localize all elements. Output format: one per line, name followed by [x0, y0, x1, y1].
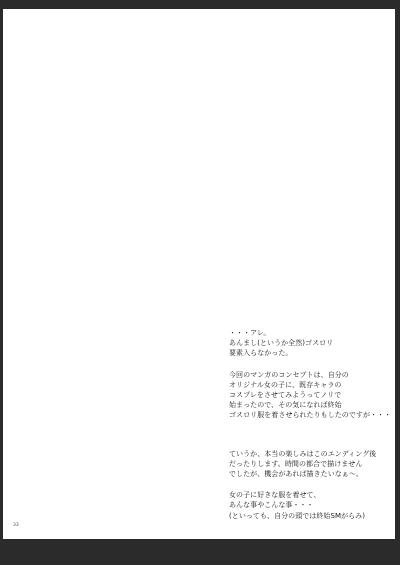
text-line: コスプレをさせてみようってノリで	[229, 391, 342, 400]
paragraph-1	[229, 328, 397, 359]
text-line: 今回のマンガのコンセプトは、自分の	[229, 370, 349, 379]
text-line: (といっても、自分の頭では終始SMがらみ)	[229, 511, 365, 520]
text-line: ・・・アレ。	[229, 329, 271, 337]
page-sheet	[3, 9, 395, 539]
afterword-text	[229, 328, 397, 521]
text-line: 始まったので、その気になれば終始	[229, 401, 342, 410]
text-line: でしたが、機会があれば描きたいなぁ～。	[229, 470, 363, 479]
text-line: ゴスロリ服を着させられたりもしたのですが・・・	[229, 411, 392, 420]
paragraph-3	[229, 449, 397, 480]
text-line: だったりします。時間の都合で描けません	[229, 459, 363, 468]
page-number: 33	[13, 523, 19, 528]
text-line: あんまし(というか全然)ゴスロリ	[229, 339, 334, 348]
text-line: 要素入らなかった。	[229, 349, 293, 358]
paragraph-2	[229, 370, 397, 421]
text-line: あんな事やこんな事・・・	[229, 501, 314, 510]
text-line: ていうか、本当の楽しみはこのエンディング後	[229, 449, 377, 458]
text-line: オリジナル女の子に、既存キャラの	[229, 380, 342, 389]
text-line: 女の子に好きな服を着せて、	[229, 491, 321, 500]
paragraph-4	[229, 490, 397, 521]
